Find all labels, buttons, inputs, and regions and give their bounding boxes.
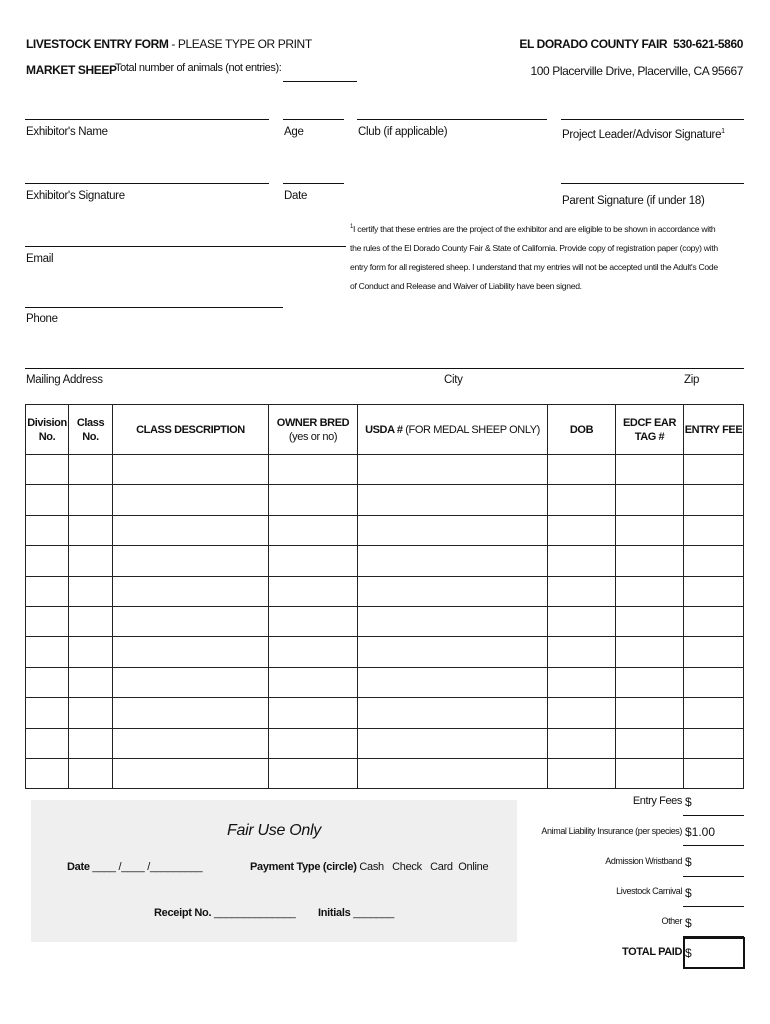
- table-cell[interactable]: [684, 455, 744, 485]
- zip-label: Zip: [684, 374, 700, 386]
- table-cell[interactable]: [113, 485, 269, 515]
- table-cell[interactable]: [269, 758, 358, 788]
- table-cell[interactable]: [684, 576, 744, 606]
- payment-type-label: Payment Type (circle): [250, 861, 357, 873]
- table-cell[interactable]: [358, 485, 548, 515]
- table-cell[interactable]: [269, 515, 358, 545]
- entry-fees-label: Entry Fees: [632, 795, 682, 807]
- other-value: $: [685, 916, 692, 930]
- payment-online-option[interactable]: Online: [458, 861, 489, 873]
- receipt-field[interactable]: ______________: [213, 907, 296, 919]
- certification-marker: 1: [350, 224, 354, 230]
- table-header-row: [26, 405, 744, 455]
- liability-value: $1.00: [685, 825, 716, 839]
- date-label: Date: [284, 190, 308, 202]
- table-cell[interactable]: [616, 515, 684, 545]
- col-division-line1: Division: [27, 416, 67, 429]
- table-cell[interactable]: [69, 728, 113, 758]
- fair-address: 100 Placerville Drive, Placerville, CA 95667: [530, 64, 743, 78]
- total-paid-value: $: [685, 946, 692, 960]
- wristband-label: Admission Wristband: [605, 856, 682, 866]
- table-cell[interactable]: [548, 728, 616, 758]
- club-field[interactable]: [357, 119, 547, 120]
- table-cell[interactable]: [26, 758, 69, 788]
- table-cell[interactable]: [548, 758, 616, 788]
- table-cell[interactable]: [113, 576, 269, 606]
- table-cell[interactable]: [69, 576, 113, 606]
- col-usda-rest: (FOR MEDAL SHEEP ONLY): [402, 423, 540, 436]
- table-cell[interactable]: [69, 515, 113, 545]
- table-cell[interactable]: [684, 667, 744, 697]
- table-cell[interactable]: [26, 667, 69, 697]
- table-cell[interactable]: [358, 576, 548, 606]
- initials-row: [318, 907, 394, 919]
- table-cell[interactable]: [616, 728, 684, 758]
- carnival-label: Livestock Carnival: [616, 886, 682, 896]
- liability-label: Animal Liability Insurance (per species): [541, 826, 682, 836]
- table-cell[interactable]: [26, 455, 69, 485]
- table-cell[interactable]: [26, 698, 69, 728]
- liability-field: [683, 845, 744, 846]
- initials-field[interactable]: _______: [353, 907, 394, 919]
- certification-line-1: I certify that these entries are the project of the exhibitor and are eligible to be shown in accordance with: [353, 223, 716, 234]
- exhibitor-signature-label: Exhibitor's Signature: [26, 190, 125, 202]
- wristband-value: $: [685, 855, 692, 869]
- receipt-label: Receipt No.: [154, 907, 212, 919]
- table-cell[interactable]: [269, 606, 358, 636]
- entry-fees-value: $: [685, 795, 692, 809]
- table-cell[interactable]: [548, 698, 616, 728]
- col-usda-header: [358, 405, 548, 455]
- fair-phone: 530-621-5860: [673, 37, 743, 51]
- table-cell[interactable]: [548, 455, 616, 485]
- table-cell[interactable]: [616, 606, 684, 636]
- col-ear-tag-header: [616, 405, 684, 455]
- club-label: Club (if applicable): [358, 126, 448, 138]
- table-cell[interactable]: [358, 546, 548, 576]
- table-row: [26, 515, 744, 545]
- table-cell[interactable]: [269, 728, 358, 758]
- table-cell[interactable]: [26, 546, 69, 576]
- payment-check-option[interactable]: Check: [392, 861, 422, 873]
- table-cell[interactable]: [616, 667, 684, 697]
- table-cell[interactable]: [69, 485, 113, 515]
- table-cell[interactable]: [69, 758, 113, 788]
- table-cell[interactable]: [358, 667, 548, 697]
- col-dob-header: DOB: [548, 405, 616, 455]
- table-cell[interactable]: [548, 667, 616, 697]
- table-cell[interactable]: [113, 728, 269, 758]
- table-cell[interactable]: [69, 546, 113, 576]
- table-cell[interactable]: [69, 455, 113, 485]
- table-cell[interactable]: [684, 606, 744, 636]
- wristband-field[interactable]: [683, 876, 744, 877]
- table-row: [26, 606, 744, 636]
- fair-use-panel: [31, 800, 517, 942]
- initials-label: Initials: [318, 907, 351, 919]
- table-cell[interactable]: [616, 637, 684, 667]
- table-cell[interactable]: [269, 546, 358, 576]
- table-row: [26, 455, 744, 485]
- table-cell[interactable]: [616, 698, 684, 728]
- entries-table: [25, 404, 744, 789]
- fair-date-row: [67, 861, 202, 873]
- table-cell[interactable]: [113, 667, 269, 697]
- table-cell[interactable]: [113, 698, 269, 728]
- table-cell[interactable]: [548, 576, 616, 606]
- table-cell[interactable]: [684, 637, 744, 667]
- table-cell[interactable]: [684, 485, 744, 515]
- table-cell[interactable]: [26, 637, 69, 667]
- table-cell[interactable]: [269, 667, 358, 697]
- parent-signature-label: Parent Signature (if under 18): [562, 195, 705, 207]
- payment-cash-option[interactable]: Cash: [359, 861, 384, 873]
- col-owner-line1: OWNER BRED: [276, 416, 350, 429]
- payment-type-row: [250, 861, 488, 873]
- payment-card-option[interactable]: Card: [430, 861, 453, 873]
- table-cell[interactable]: [69, 667, 113, 697]
- total-paid-label: TOTAL PAID: [622, 946, 682, 958]
- carnival-value: $: [685, 886, 692, 900]
- phone-field[interactable]: [25, 307, 283, 308]
- col-division-line2: No.: [38, 430, 56, 443]
- certification-line-3: entry form for all registered sheep. I understand that my entries will not be accepted until the Adult's Code: [350, 261, 718, 272]
- table-cell[interactable]: [616, 485, 684, 515]
- fair-use-title: Fair Use Only: [227, 822, 321, 839]
- table-cell[interactable]: [26, 576, 69, 606]
- table-row: [26, 698, 744, 728]
- table-row: [26, 728, 744, 758]
- table-row: [26, 637, 744, 667]
- col-entry-fee-header: ENTRY FEE: [684, 405, 744, 455]
- certification-line-4: of Conduct and Release and Waiver of Liability have been signed.: [350, 280, 582, 291]
- table-row: [26, 546, 744, 576]
- email-field[interactable]: [25, 246, 346, 247]
- table-cell[interactable]: [358, 728, 548, 758]
- table-cell[interactable]: [616, 758, 684, 788]
- city-label: City: [444, 374, 463, 386]
- table-cell[interactable]: [358, 698, 548, 728]
- table-cell[interactable]: [269, 485, 358, 515]
- other-label: Other: [661, 916, 682, 926]
- table-cell[interactable]: [269, 637, 358, 667]
- carnival-field[interactable]: [683, 906, 744, 907]
- exhibitor-name-field[interactable]: [25, 119, 269, 120]
- table-cell[interactable]: [684, 698, 744, 728]
- age-field[interactable]: [283, 119, 344, 120]
- col-description-header: CLASS DESCRIPTION: [113, 405, 269, 455]
- table-cell[interactable]: [26, 485, 69, 515]
- table-cell[interactable]: [26, 606, 69, 636]
- entry-fees-field[interactable]: [683, 815, 744, 816]
- fair-date-label: Date: [67, 861, 90, 873]
- table-cell[interactable]: [616, 576, 684, 606]
- species-label: MARKET SHEEP: [26, 63, 117, 77]
- table-cell[interactable]: [113, 606, 269, 636]
- certification-line-2: the rules of the El Dorado County Fair & State of California. Provide copy of registration paper (copy) with: [350, 242, 718, 253]
- leader-signature-label: [562, 128, 725, 141]
- total-paid-field[interactable]: [683, 937, 745, 969]
- table-cell[interactable]: [269, 698, 358, 728]
- table-cell[interactable]: [684, 546, 744, 576]
- table-cell[interactable]: [358, 606, 548, 636]
- leader-signature-field[interactable]: [561, 119, 744, 120]
- table-row: [26, 485, 744, 515]
- table-cell[interactable]: [358, 758, 548, 788]
- table-cell[interactable]: [113, 455, 269, 485]
- table-cell[interactable]: [26, 515, 69, 545]
- table-cell[interactable]: [548, 485, 616, 515]
- table-cell[interactable]: [616, 455, 684, 485]
- table-cell[interactable]: [113, 546, 269, 576]
- table-cell[interactable]: [269, 455, 358, 485]
- table-cell[interactable]: [548, 546, 616, 576]
- table-cell[interactable]: [113, 515, 269, 545]
- form-title: [26, 37, 312, 51]
- table-cell[interactable]: [113, 758, 269, 788]
- table-cell[interactable]: [548, 515, 616, 545]
- form-title-rest: - PLEASE TYPE OR PRINT: [168, 37, 312, 51]
- phone-label: Phone: [26, 313, 58, 325]
- table-cell[interactable]: [269, 576, 358, 606]
- table-cell[interactable]: [69, 606, 113, 636]
- col-owner-bred-header: [269, 405, 358, 455]
- table-row: [26, 576, 744, 606]
- table-cell[interactable]: [113, 637, 269, 667]
- table-cell[interactable]: [616, 546, 684, 576]
- table-cell[interactable]: [684, 758, 744, 788]
- col-tag-line2: TAG #: [634, 430, 665, 443]
- fair-name: EL DORADO COUNTY FAIR: [519, 37, 668, 51]
- fair-date-field[interactable]: ____ /____ /_________: [92, 861, 203, 873]
- receipt-row: [154, 907, 295, 919]
- exhibitor-signature-field[interactable]: [25, 183, 269, 184]
- col-class-header: Class No.: [69, 405, 113, 455]
- col-tag-line1: EDCF EAR: [622, 416, 677, 429]
- email-label: Email: [26, 253, 54, 265]
- exhibitor-name-label: Exhibitor's Name: [26, 126, 108, 138]
- entries-body: [26, 455, 744, 789]
- table-cell[interactable]: [358, 515, 548, 545]
- parent-signature-field[interactable]: [561, 183, 744, 184]
- col-usda-bold: USDA #: [365, 423, 403, 436]
- fair-header: [519, 37, 743, 51]
- table-cell[interactable]: [548, 606, 616, 636]
- total-animals-field[interactable]: [283, 81, 357, 82]
- table-cell[interactable]: [69, 698, 113, 728]
- table-cell[interactable]: [69, 637, 113, 667]
- table-row: [26, 758, 744, 788]
- table-cell[interactable]: [548, 637, 616, 667]
- form-title-bold: LIVESTOCK ENTRY FORM: [26, 37, 169, 51]
- table-cell[interactable]: [358, 637, 548, 667]
- mailing-address-label: Mailing Address: [26, 374, 103, 386]
- total-animals-label: Total number of animals (not entries):: [115, 62, 282, 74]
- date-field[interactable]: [283, 183, 344, 184]
- leader-signature-text: Project Leader/Advisor Signature: [562, 128, 722, 141]
- table-cell[interactable]: [684, 515, 744, 545]
- table-cell[interactable]: [684, 728, 744, 758]
- col-owner-line2: (yes or no): [288, 430, 338, 443]
- table-row: [26, 667, 744, 697]
- certification-text: [350, 218, 750, 296]
- table-cell[interactable]: [26, 728, 69, 758]
- age-label: Age: [284, 126, 304, 138]
- footnote-marker: 1: [721, 128, 725, 135]
- table-cell[interactable]: [358, 455, 548, 485]
- col-division-header: [26, 405, 69, 455]
- mailing-address-field[interactable]: [25, 368, 744, 369]
